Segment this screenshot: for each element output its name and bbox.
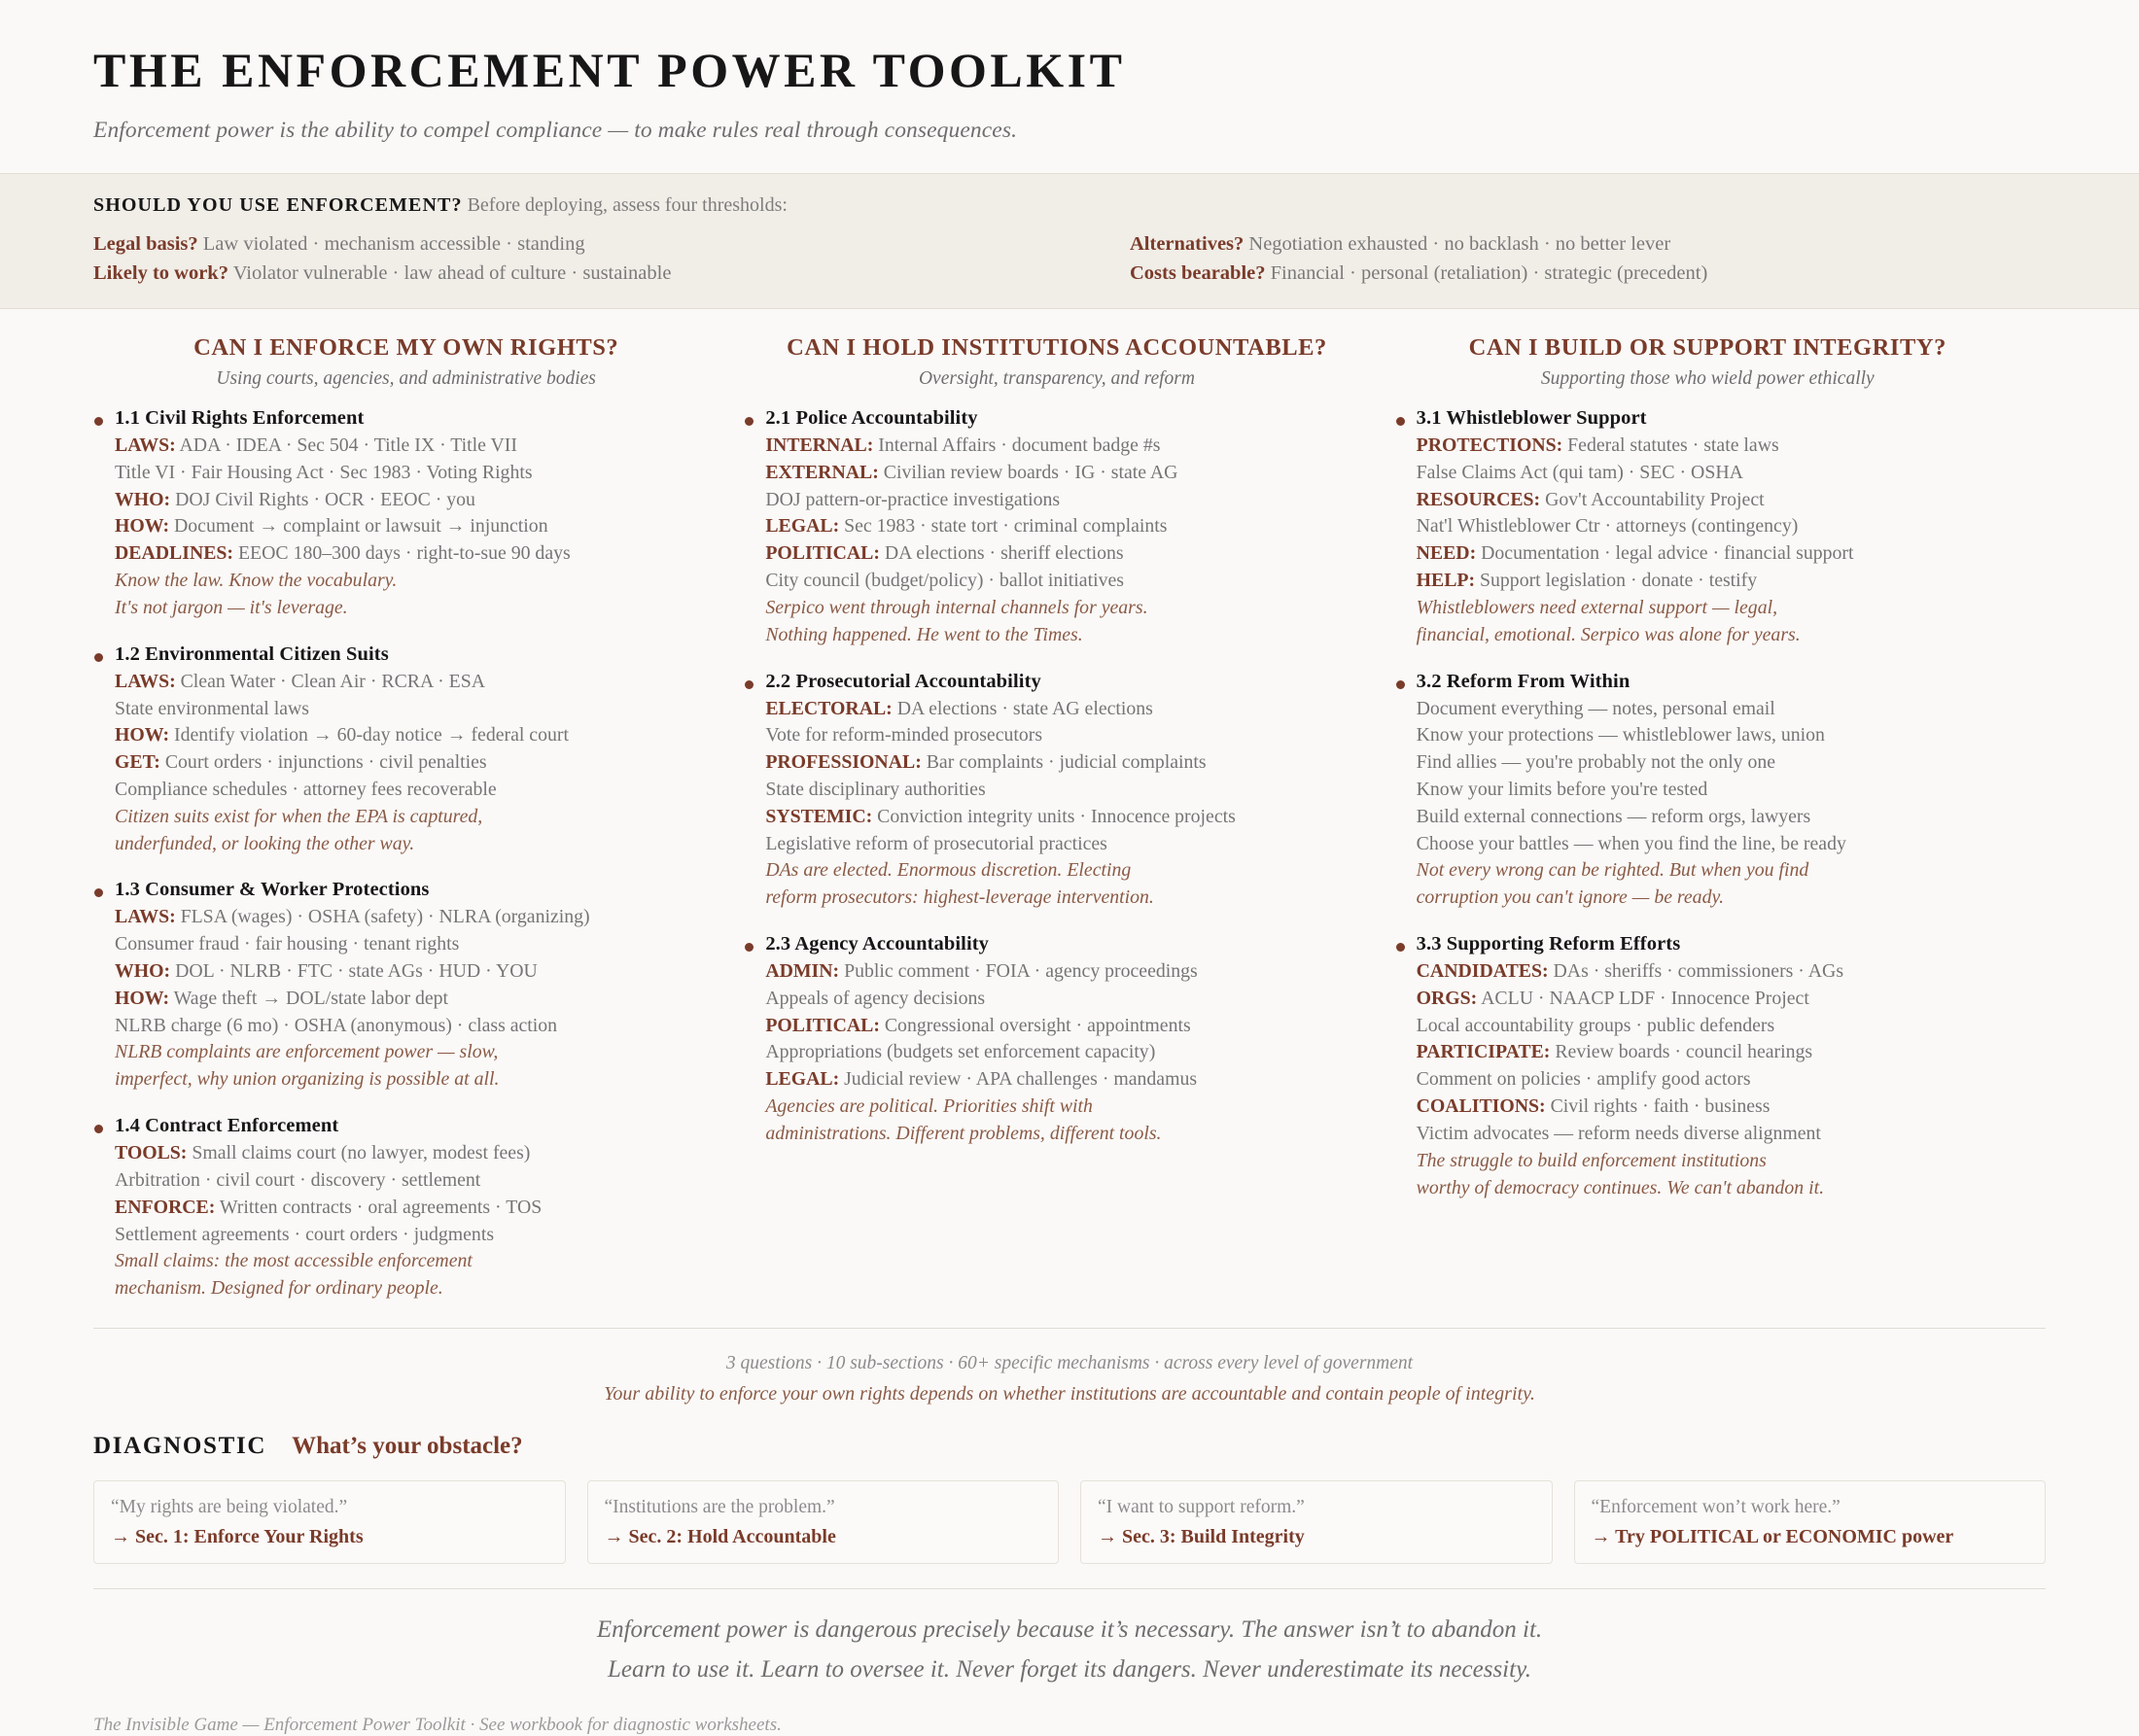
column-subheading: Oversight, transparency, and reform [918, 368, 1195, 389]
detail-label: HOW: [115, 987, 170, 1009]
detail-text: Civil rights · faith · business [1545, 1095, 1771, 1118]
detail-label: NEED: [1416, 542, 1477, 565]
threshold-column-right [1070, 229, 2046, 290]
closing-line-1: Enforcement power is dangerous precisely because it’s necessary. The answer isn’t to abandon it. [596, 1616, 1543, 1644]
detail-text: Know your protections — whistleblower laws, union [1416, 724, 1825, 746]
threshold-heading-bold: SHOULD YOU USE ENFORCEMENT? [93, 193, 463, 216]
detail-line [115, 958, 719, 986]
detail-line [765, 1039, 1369, 1066]
detail-text: Vote for reform-minded prosecutors [765, 724, 1043, 746]
diagnostic-cards [93, 1480, 2046, 1564]
diagnostic-card-answer[interactable]: → Sec. 1: Enforce Your Rights [111, 1526, 364, 1548]
detail-text: Document everything — notes, personal email [1416, 697, 1775, 719]
detail-text: DA elections · state AG elections [892, 697, 1153, 719]
detail-label: LEGAL: [765, 515, 840, 538]
detail-line [1417, 513, 2020, 540]
detail-line [115, 1222, 719, 1249]
detail-text: Identify violation → 60-day notice → federal court [169, 724, 569, 746]
column-subheading: Using courts, agencies, and administrative bodies [216, 368, 596, 389]
subsection-note: administrations. Different problems, different tools. [765, 1122, 1162, 1144]
detail-label: POLITICAL: [765, 542, 880, 565]
subsection-note: Whistleblowers need external support — legal, [1416, 596, 1778, 618]
detail-label: ADMIN: [765, 960, 840, 982]
column-heading: CAN I ENFORCE MY OWN RIGHTS? [193, 334, 619, 361]
detail-text: DOL · NLRB · FTC · state AGs · HUD · YOU [170, 960, 538, 982]
detail-text: Local accountability groups · public defenders [1416, 1014, 1775, 1036]
detail-label: LAWS: [115, 434, 176, 456]
detail-label: LEGAL: [765, 1068, 840, 1091]
subsection [1395, 407, 2020, 649]
detail-label: SYSTEMIC: [765, 805, 873, 827]
subsection [1395, 671, 2020, 913]
threshold-row-label: Alternatives? [1130, 232, 1245, 255]
detail-line [765, 831, 1369, 858]
bullet-icon [745, 680, 754, 689]
column-heading: CAN I HOLD INSTITUTIONS ACCOUNTABLE? [787, 334, 1327, 361]
subsection-note: Serpico went through internal channels for years. [765, 596, 1148, 618]
bullet-icon [94, 888, 103, 897]
detail-line [115, 433, 719, 460]
detail-text: Judicial review · APA challenges · mandamus [839, 1068, 1198, 1091]
subsection-note: Citizen suits exist for when the EPA is captured, [115, 805, 483, 827]
subsection-note: Small claims: the most accessible enforcement [115, 1250, 473, 1272]
subsection-title: 3.1 Whistleblower Support [1416, 407, 1647, 429]
diagnostic-card-answer[interactable]: → Sec. 2: Hold Accountable [604, 1526, 836, 1548]
subsection-note: Know the law. Know the vocabulary. [115, 570, 398, 592]
detail-line [1417, 986, 2020, 1013]
threshold-row-text: Financial · personal (retaliation) · strategic (precedent) [1265, 262, 1708, 285]
detail-line [1417, 749, 2020, 777]
detail-text: Appropriations (budgets set enforcement capacity) [765, 1041, 1156, 1063]
subsection-note: underfunded, or looking the other way. [115, 832, 415, 854]
subsection-title: 1.1 Civil Rights Enforcement [115, 407, 365, 429]
subsection-note: Agencies are political. Priorities shift with [765, 1095, 1093, 1118]
subsection-title: 2.3 Agency Accountability [765, 933, 990, 955]
main-columns [0, 309, 2139, 1324]
threshold-column-left [93, 229, 1070, 290]
detail-text: DOJ pattern-or-practice investigations [765, 488, 1061, 510]
detail-text: Bar complaints · judicial complaints [921, 751, 1207, 774]
subsection-note: mechanism. Designed for ordinary people. [115, 1277, 443, 1300]
page-header [0, 0, 2139, 144]
detail-text: Document → complaint or lawsuit → injunction [169, 515, 548, 538]
diagnostic-question: What’s your obstacle? [292, 1433, 523, 1460]
subsection-title: 2.2 Prosecutorial Accountability [765, 670, 1041, 692]
detail-line [765, 487, 1369, 514]
detail-label: ENFORCE: [115, 1196, 216, 1218]
detail-text: Wage theft → DOL/state labor dept [169, 987, 449, 1009]
detail-line [1417, 540, 2020, 568]
subsection [93, 643, 719, 858]
detail-text: Title VI · Fair Housing Act · Sec 1983 · Voting Rights [115, 461, 533, 483]
detail-label: ELECTORAL: [765, 697, 893, 719]
detail-label: PROFESSIONAL: [765, 751, 922, 774]
detail-line [115, 1140, 719, 1167]
detail-line [115, 1013, 719, 1040]
closing-block [0, 1589, 2139, 1689]
detail-line [1417, 1094, 2020, 1121]
detail-text: Arbitration · civil court · discovery · settlement [115, 1168, 481, 1191]
bullet-icon [94, 1125, 103, 1133]
threshold-row [1130, 259, 2046, 289]
detail-text: Appeals of agency decisions [765, 987, 986, 1009]
subsection-note: DAs are elected. Enormous discretion. Electing [765, 859, 1132, 882]
page-title: THE ENFORCEMENT POWER TOOLKIT [93, 43, 1126, 97]
detail-line [765, 460, 1369, 487]
detail-label: POLITICAL: [765, 1014, 880, 1036]
diagnostic-card-answer[interactable]: → Try POLITICAL or ECONOMIC power [1591, 1526, 1954, 1548]
detail-text: Nat'l Whistleblower Ctr · attorneys (contingency) [1416, 515, 1799, 538]
subsection-title: 3.3 Supporting Reform Efforts [1416, 933, 1681, 955]
detail-text: NLRB charge (6 mo) · OSHA (anonymous) · class action [115, 1014, 558, 1036]
subsection [93, 407, 719, 622]
detail-line [115, 460, 719, 487]
detail-text: DAs · sheriffs · commissioners · AGs [1548, 960, 1844, 982]
detail-line [1417, 568, 2020, 595]
subsection [93, 879, 719, 1094]
detail-line [765, 1066, 1369, 1094]
detail-line [1417, 1121, 2020, 1148]
detail-label: WHO: [115, 488, 171, 510]
detail-label: INTERNAL: [765, 434, 874, 456]
page-footer: The Invisible Game — Enforcement Power Toolkit · See workbook for diagnostic worksheets. [93, 1715, 782, 1736]
detail-text: Internal Affairs · document badge #s [873, 434, 1161, 456]
detail-line [115, 986, 719, 1013]
subsection-note: reform prosecutors: highest-leverage intervention. [765, 886, 1154, 909]
diagnostic-card-question: “I want to support reform.” [1098, 1497, 1305, 1518]
diagnostic-card[interactable] [93, 1480, 566, 1564]
detail-text: ADA · IDEA · Sec 504 · Title IX · Title VII [175, 434, 517, 456]
detail-text: City council (budget/policy) · ballot initiatives [765, 570, 1124, 592]
threshold-heading [93, 192, 2046, 219]
detail-label: HOW: [115, 724, 170, 746]
detail-text: Clean Water · Clean Air · RCRA · ESA [175, 670, 485, 692]
threshold-row-label: Likely to work? [93, 262, 228, 285]
diagnostic-header [93, 1433, 2046, 1460]
detail-line [765, 696, 1369, 723]
column-subheading: Supporting those who wield power ethically [1540, 368, 1875, 389]
subsection-title: 3.2 Reform From Within [1416, 670, 1631, 692]
diagnostic-card[interactable] [1574, 1480, 2047, 1564]
detail-label: PARTICIPATE: [1416, 1041, 1551, 1063]
detail-line [1417, 1013, 2020, 1040]
subsection-title: 2.1 Police Accountability [765, 407, 978, 429]
detail-line [1417, 804, 2020, 831]
summary-block [0, 1329, 2139, 1427]
threshold-row-label: Costs bearable? [1130, 262, 1266, 285]
detail-text: Victim advocates — reform needs diverse alignment [1416, 1122, 1821, 1144]
content-column [1395, 334, 2046, 1324]
bullet-icon [1396, 417, 1405, 426]
detail-text: Small claims court (no lawyer, modest fees) [187, 1142, 531, 1164]
subsection [93, 1115, 719, 1302]
threshold-row [93, 229, 1070, 260]
detail-line [115, 513, 719, 540]
bullet-icon [1396, 943, 1405, 952]
detail-text: Review boards · council hearings [1550, 1041, 1813, 1063]
detail-line [115, 777, 719, 804]
detail-text: Choose your battles — when you find the line, be ready [1416, 832, 1846, 854]
detail-text: State environmental laws [115, 697, 309, 719]
detail-text: Conviction integrity units · Innocence projects [872, 805, 1236, 827]
subsection-title: 1.3 Consumer & Worker Protections [115, 879, 430, 901]
diagnostic-card-answer[interactable]: → Sec. 3: Build Integrity [1098, 1526, 1305, 1548]
diagnostic-label: DIAGNOSTIC [93, 1433, 267, 1460]
subsection-note: worthy of democracy continues. We can't abandon it. [1416, 1176, 1825, 1198]
detail-label: COALITIONS: [1416, 1095, 1546, 1118]
detail-label: LAWS: [115, 906, 176, 928]
subsection [744, 933, 1369, 1148]
detail-line [115, 669, 719, 696]
detail-line [1417, 722, 2020, 749]
detail-label: RESOURCES: [1416, 488, 1541, 510]
detail-text: FLSA (wages) · OSHA (safety) · NLRA (organizing) [175, 906, 590, 928]
bullet-icon [94, 653, 103, 662]
detail-line [765, 513, 1369, 540]
detail-text: Documentation · legal advice · financial support [1476, 542, 1854, 565]
detail-text: State disciplinary authorities [765, 778, 986, 800]
subsection-note: It's not jargon — it's leverage. [115, 596, 348, 618]
detail-text: EEOC 180–300 days · right-to-sue 90 days [233, 542, 571, 565]
detail-line [115, 722, 719, 749]
detail-line [115, 487, 719, 514]
threshold-row-text: Violator vulnerable · law ahead of culture · sustainable [228, 262, 672, 285]
detail-line [1417, 1066, 2020, 1094]
detail-label: EXTERNAL: [765, 461, 879, 483]
detail-label: TOOLS: [115, 1142, 188, 1164]
detail-text: Legislative reform of prosecutorial practices [765, 832, 1107, 854]
detail-text: Compliance schedules · attorney fees recoverable [115, 778, 497, 800]
detail-label: CANDIDATES: [1416, 960, 1549, 982]
detail-line [1417, 696, 2020, 723]
detail-line [1417, 1039, 2020, 1066]
detail-line [115, 696, 719, 723]
detail-text: Consumer fraud · fair housing · tenant rights [115, 933, 460, 955]
threshold-row-text: Law violated · mechanism accessible · standing [197, 232, 585, 255]
detail-text: Comment on policies · amplify good actors [1416, 1068, 1751, 1091]
subsection [744, 671, 1369, 913]
subsection-note: NLRB complaints are enforcement power — slow, [115, 1041, 499, 1063]
subsection-note: The struggle to build enforcement institutions [1416, 1149, 1767, 1171]
detail-line [115, 1195, 719, 1222]
subsection-title: 1.2 Environmental Citizen Suits [115, 642, 389, 665]
column-heading: CAN I BUILD OR SUPPORT INTEGRITY? [1468, 334, 1946, 361]
bullet-icon [745, 943, 754, 952]
detail-text: Congressional oversight · appointments [879, 1014, 1191, 1036]
detail-line [765, 1013, 1369, 1040]
diagnostic-card[interactable] [1080, 1480, 1553, 1564]
detail-text: Know your limits before you're tested [1416, 778, 1708, 800]
detail-line [1417, 433, 2020, 460]
subsection [1395, 933, 2020, 1201]
subsection-note: Not every wrong can be righted. But when you find [1416, 859, 1809, 882]
detail-text: Build external connections — reform orgs, lawyers [1416, 805, 1811, 827]
detail-text: Support legislation · donate · testify [1475, 570, 1758, 592]
detail-text: DOJ Civil Rights · OCR · EEOC · you [170, 488, 475, 510]
detail-line [765, 540, 1369, 568]
diagnostic-section [0, 1427, 2139, 1564]
diagnostic-card-question: “Enforcement won’t work here.” [1591, 1497, 1841, 1518]
detail-line [115, 1167, 719, 1195]
subsection-note: imperfect, why union organizing is possible at all. [115, 1068, 500, 1091]
bullet-icon [745, 417, 754, 426]
detail-text: Settlement agreements · court orders · judgments [115, 1223, 495, 1245]
bullet-icon [1396, 680, 1405, 689]
diagnostic-card-question: “Institutions are the problem.” [604, 1497, 835, 1518]
detail-line [115, 540, 719, 568]
detail-text: ACLU · NAACP LDF · Innocence Project [1477, 987, 1809, 1009]
detail-line [765, 722, 1369, 749]
threshold-band [0, 173, 2139, 310]
detail-text: Court orders · injunctions · civil penalties [159, 751, 487, 774]
detail-line [1417, 460, 2020, 487]
closing-line-2: Learn to use it. Learn to oversee it. Never forget its dangers. Never underestimate its necessity. [607, 1655, 1532, 1683]
detail-line [115, 749, 719, 777]
detail-line [115, 904, 719, 931]
detail-line [1417, 487, 2020, 514]
detail-line [1417, 777, 2020, 804]
subsection-note: financial, emotional. Serpico was alone for years. [1416, 623, 1801, 645]
detail-label: HELP: [1416, 570, 1476, 592]
summary-stats: 3 questions · 10 sub-sections · 60+ specific mechanisms · across every level of government [725, 1352, 1414, 1373]
detail-line [1417, 831, 2020, 858]
diagnostic-card[interactable] [587, 1480, 1060, 1564]
detail-text: DA elections · sheriff elections [879, 542, 1124, 565]
threshold-row-text: Negotiation exhausted · no backlash · no better lever [1244, 232, 1671, 255]
detail-label: GET: [115, 751, 160, 774]
diagnostic-card-question: “My rights are being violated.” [111, 1497, 348, 1518]
detail-text: Federal statutes · state laws [1562, 434, 1779, 456]
subsection-title: 1.4 Contract Enforcement [115, 1115, 339, 1137]
subsection-note: Nothing happened. He went to the Times. [765, 623, 1083, 645]
subsection-note: corruption you can't ignore — be ready. [1416, 886, 1725, 909]
detail-label: DEADLINES: [115, 542, 234, 565]
page-subtitle: Enforcement power is the ability to compel compliance — to make rules real through consequences. [93, 117, 1018, 143]
summary-thesis: Your ability to enforce your own rights depends on whether institutions are accountable and contain people of integrity. [604, 1383, 1535, 1406]
detail-line [765, 804, 1369, 831]
detail-line [765, 749, 1369, 777]
threshold-columns [93, 229, 2046, 290]
detail-text: Find allies — you're probably not the only one [1416, 751, 1776, 774]
detail-text: Public comment · FOIA · agency proceedings [839, 960, 1198, 982]
detail-text: False Claims Act (qui tam) · SEC · OSHA [1416, 461, 1743, 483]
content-column [744, 334, 1394, 1324]
subsection [744, 407, 1369, 649]
detail-line [1417, 958, 2020, 986]
detail-line [765, 568, 1369, 595]
detail-line [765, 433, 1369, 460]
detail-label: WHO: [115, 960, 171, 982]
detail-line [765, 986, 1369, 1013]
detail-line [115, 931, 719, 958]
detail-label: HOW: [115, 515, 170, 538]
threshold-row [1130, 229, 2046, 260]
bullet-icon [94, 417, 103, 426]
detail-line [765, 777, 1369, 804]
detail-text: Written contracts · oral agreements · TOS [215, 1196, 543, 1218]
threshold-row-label: Legal basis? [93, 232, 198, 255]
detail-label: PROTECTIONS: [1416, 434, 1563, 456]
threshold-row [93, 259, 1070, 289]
threshold-heading-rest: Before deploying, assess four thresholds: [462, 193, 788, 216]
detail-text: Gov't Accountability Project [1540, 488, 1765, 510]
detail-text: Civilian review boards · IG · state AG [878, 461, 1178, 483]
detail-text: Sec 1983 · state tort · criminal complaints [839, 515, 1168, 538]
detail-line [765, 958, 1369, 986]
content-column [93, 334, 744, 1324]
detail-label: ORGS: [1416, 987, 1478, 1009]
detail-label: LAWS: [115, 670, 176, 692]
